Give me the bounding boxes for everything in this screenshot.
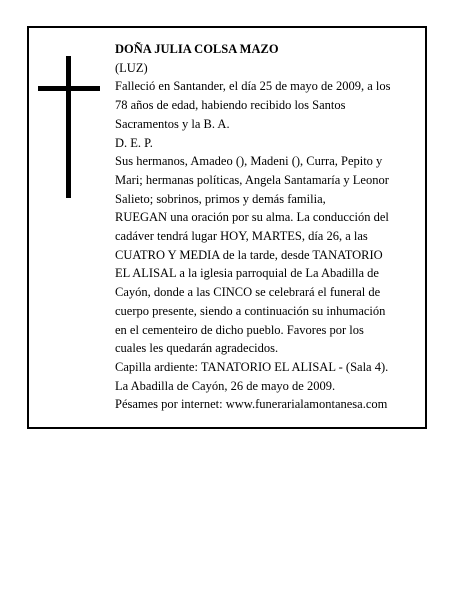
notice-line: cadáver tendrá lugar HOY, MARTES, día 26, a las [115,229,368,244]
notice-line: Sacramentos y la B. A. [115,116,230,131]
obituary-notice [27,26,427,429]
notice-line: EL ALISAL a la iglesia parroquial de La Abadilla de [115,266,379,281]
notice-line: Sus hermanos, Amadeo (), Madeni (), Curra, Pepito y [115,154,383,169]
notice-line: Cayón, donde a las CINCO se celebrará el funeral de [115,285,381,300]
cross-icon [38,56,100,198]
notice-line: RUEGAN una oración por su alma. La conducción del [115,210,389,225]
notice-line: cuales les quedarán agradecidos. [115,341,279,356]
deceased-name: DOÑA JULIA COLSA MAZO [115,42,279,56]
notice-line: Pésames por internet: www.funerarialamontanesa.com [115,397,388,412]
notice-line: en el cementeiro de dicho pueblo. Favores por los [115,322,364,337]
notice-line: Mari; hermanas políticas, Angela Santamaría y Leonor [115,172,389,187]
notice-line: CUATRO Y MEDIA de la tarde, desde TANATORIO [115,247,383,262]
notice-line: Falleció en Santander, el día 25 de mayo de 2009, a los [115,79,391,94]
notice-line: cuerpo presente, siendo a continuación su inhumación [115,303,386,318]
deceased-nickname: (LUZ) [115,60,148,75]
notice-line: Salieto; sobrinos, primos y demás familia, [115,191,326,206]
cross-vertical-bar [66,56,71,198]
notice-line: 78 años de edad, habiendo recibido los Santos [115,98,346,113]
cross-horizontal-bar [38,86,100,91]
notice-text [115,40,423,414]
notice-line: Capilla ardiente: TANATORIO EL ALISAL - (Sala 4). [115,359,389,374]
notice-line: La Abadilla de Cayón, 26 de mayo de 2009. [115,378,336,393]
notice-line: D. E. P. [115,135,153,150]
